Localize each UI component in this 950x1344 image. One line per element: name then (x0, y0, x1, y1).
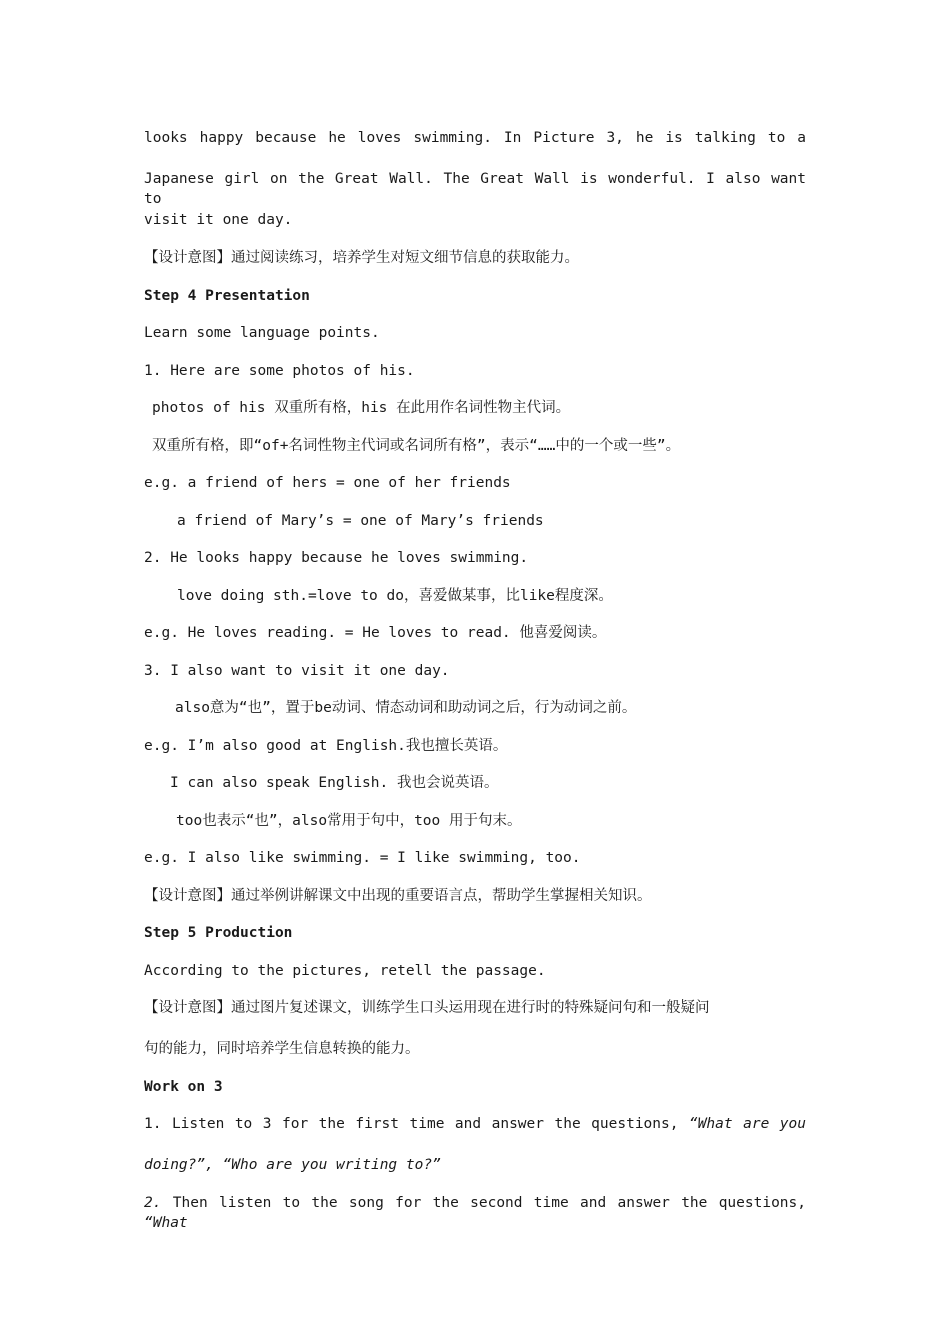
point-3-note: also意为“也”，置于be动词、情态动词和助动词之后，行为动词之前。 (175, 700, 637, 716)
point-2-note: love doing sth.=love to do，喜爱做某事，比like程度深。 (177, 588, 613, 604)
work-item-2-text: Then listen to the song for the second time and answer the questions, (161, 1195, 806, 1211)
retell-instruction: According to the pictures, retell the passage. (144, 963, 546, 979)
example-3b: I can also speak English. 我也会说英语。 (170, 775, 499, 791)
design-intent-2: 【设计意图】通过举例讲解课文中出现的重要语言点，帮助学生掌握相关知识。 (144, 888, 652, 904)
work-on-3-heading: Work on 3 (144, 1079, 223, 1095)
passage-line-1: looks happy because he loves swimming. In Picture 3, he is talking to a (144, 130, 806, 146)
work-item-1-text: 1. Listen to 3 for the first time and answer the questions, (144, 1116, 689, 1132)
example-1b: a friend of Mary’s = one of Mary’s friends (177, 513, 544, 529)
point-3-note-2: too也表示“也”，also常用于句中，too 用于句末。 (176, 813, 522, 829)
example-2: e.g. He loves reading. = He loves to read. 他喜爱阅读。 (144, 625, 607, 641)
point-1-definition: 双重所有格，即“of+名词性物主代词或名词所有格”，表示“……中的一个或一些”。 (152, 438, 681, 454)
work-item-1-line-2: doing?”, “Who are you writing to?” (144, 1157, 441, 1173)
step-5-heading: Step 5 Production (144, 925, 293, 941)
point-1-note: photos of his 双重所有格，his 在此用作名词性物主代词。 (152, 400, 571, 416)
work-item-2-quote: “What (144, 1215, 188, 1231)
work-item-1-quote: “What are you (688, 1116, 806, 1132)
passage-line-3: visit it one day. (144, 212, 293, 228)
work-item-2-line-1 (144, 1193, 806, 1233)
point-1: 1. Here are some photos of his. (144, 363, 415, 379)
design-intent-3-line-2: 句的能力，同时培养学生信息转换的能力。 (144, 1041, 420, 1057)
point-3: 3. I also want to visit it one day. (144, 663, 450, 679)
step-4-heading: Step 4 Presentation (144, 288, 310, 304)
work-item-1-line-1 (144, 1114, 806, 1134)
design-intent-3-line-1: 【设计意图】通过图片复述课文，训练学生口头运用现在进行时的特殊疑问句和一般疑问 (144, 1000, 710, 1016)
example-1: e.g. a friend of hers = one of her friends (144, 475, 511, 491)
work-item-2-number: 2. (144, 1195, 162, 1211)
design-intent-1: 【设计意图】通过阅读练习，培养学生对短文细节信息的获取能力。 (144, 250, 579, 266)
example-4: e.g. I also like swimming. = I like swimming, too. (144, 850, 581, 866)
example-3: e.g. I’m also good at English.我也擅长英语。 (144, 738, 508, 754)
point-2: 2. He looks happy because he loves swimming. (144, 550, 529, 566)
passage-line-2: Japanese girl on the Great Wall. The Great Wall is wonderful. I also want to (144, 171, 806, 207)
intro-line: Learn some language points. (144, 325, 380, 341)
